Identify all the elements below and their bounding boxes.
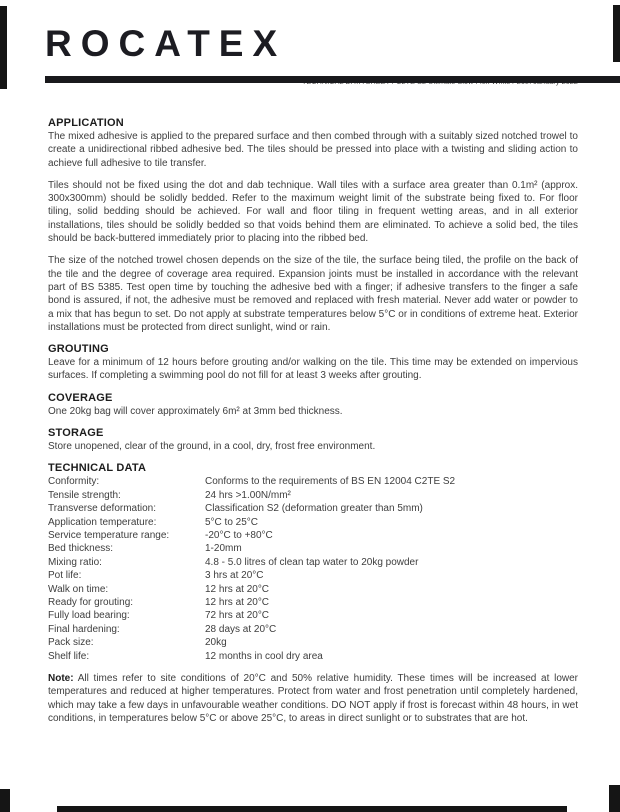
application-paragraph-1: The mixed adhesive is applied to the prepared surface and then combed through with a suitably sized notched trowel to create a unidirectional ribbed adhesive bed. The tiles should be pressed into place with a twisting and sliding action to achieve full adhesive to tile transfer. xyxy=(48,131,578,169)
tech-data-value: 3 hrs at 20°C xyxy=(205,570,264,582)
tech-data-label: Walk on time: xyxy=(48,583,109,595)
scan-artifact-bottom-strip xyxy=(57,806,567,812)
tech-data-value: 28 days at 20°C xyxy=(205,623,277,635)
note-text: All times refer to site conditions of 20°C and 50% relative humidity. These times will be increased at lower temperatures and reduced at higher temperatures. Protect from water and frost penetration until completely hardened, which may take a few days in unfavourable weather conditions. DO NOT apply if frost is forecast within 48 hours, in wet conditions, in temperatures below 5°C or above 25°C, to areas in direct sunlight or to substrates that are hot. xyxy=(48,673,578,724)
technical-data-table xyxy=(48,475,578,663)
section-application-heading: APPLICATION xyxy=(48,117,124,129)
tech-data-row xyxy=(48,516,578,529)
tech-data-value: 20kg xyxy=(205,637,227,649)
tech-data-label: Mixing ratio: xyxy=(48,556,102,568)
tech-data-value: 1-20mm xyxy=(205,543,242,555)
coverage-paragraph: One 20kg bag will cover approximately 6m² at 3mm bed thickness. xyxy=(48,405,343,417)
tech-data-row xyxy=(48,596,578,609)
tech-data-value: 72 hrs at 20°C xyxy=(205,610,270,622)
tech-data-label: Fully load bearing: xyxy=(48,610,130,622)
scan-artifact-bottom-left-corner xyxy=(0,789,10,812)
tech-data-row xyxy=(48,636,578,649)
tech-data-value: 12 hrs at 20°C xyxy=(205,597,270,608)
grouting-paragraph: Leave for a minimum of 12 hours before grouting and/or walking on the tile. This time may be extended on impervious surfaces. If completing a swimming pool do not fill for at least 3 weeks after grouting. xyxy=(48,357,578,382)
tech-data-value: 5°C to 25°C xyxy=(205,516,259,528)
brand-logo: ROCATEX xyxy=(45,23,287,64)
scan-artifact-left-edge xyxy=(0,6,7,89)
note-label: Note: xyxy=(48,673,74,685)
tech-data-row xyxy=(48,475,578,488)
tech-data-label: Shelf life: xyxy=(48,650,90,662)
header xyxy=(45,24,620,84)
tech-data-row xyxy=(48,609,578,622)
tech-data-label: Transverse deformation: xyxy=(48,503,157,515)
section-technical-data-heading: TECHNICAL DATA xyxy=(48,462,147,475)
tech-data-row xyxy=(48,623,578,636)
tech-data-value: Conforms to the requirements of BS EN 12004 C2TE S2 xyxy=(205,476,456,488)
tech-data-label: Application temperature: xyxy=(48,516,157,528)
tech-data-label: Pack size: xyxy=(48,637,94,649)
tech-data-row xyxy=(48,502,578,515)
tech-data-value: 12 months in cool dry area xyxy=(205,650,323,662)
tech-data-row xyxy=(48,569,578,582)
document-content xyxy=(48,117,578,725)
tech-data-label: Final hardening: xyxy=(48,623,120,635)
tech-data-value: 12 hrs at 20°C xyxy=(205,583,270,595)
tech-data-label: Bed thickness: xyxy=(48,543,114,555)
tech-data-row xyxy=(48,542,578,555)
tech-data-label: Tensile strength: xyxy=(48,489,121,501)
tech-data-value: -20°C to +80°C xyxy=(205,529,273,541)
tech-data-label: Pot life: xyxy=(48,570,82,582)
section-grouting-heading: GROUTING xyxy=(48,343,109,356)
tech-data-row xyxy=(48,529,578,542)
tech-data-value: 4.8 - 5.0 litres of clean tap water to 20kg powder xyxy=(205,556,419,568)
storage-paragraph: Store unopened, clear of the ground, in a cool, dry, frost free environment. xyxy=(48,441,376,453)
note-paragraph xyxy=(48,672,578,725)
tech-data-row xyxy=(48,489,578,502)
tech-data-value: 24 hrs >1.00N/mm² xyxy=(205,489,291,501)
tech-data-row xyxy=(48,556,578,569)
scan-artifact-bottom-right-corner xyxy=(609,785,620,812)
tech-data-label: Ready for grouting: xyxy=(48,597,134,608)
section-storage-heading: STORAGE xyxy=(48,427,104,440)
section-coverage-heading: COVERAGE xyxy=(48,391,113,404)
tech-data-row xyxy=(48,583,578,596)
tech-data-label: Conformity: xyxy=(48,476,100,488)
header-rule xyxy=(45,76,620,83)
tech-data-label: Service temperature range: xyxy=(48,529,170,541)
tech-data-value: Classification S2 (deformation greater than 5mm) xyxy=(205,503,423,515)
application-paragraph-2: Tiles should not be fixed using the dot and dab technique. Wall tiles with a surface area greater than 0.1m² (approx. 300x300mm) should be solidly bedded. Refer to the maximum weight limit of the substrate being fixed to. For floor tiling, solid bedding should be achieved. For wall and floor tiling in frequent wetting areas, and in all exterior installations, tiles should be solidly bedded so that voids behind them are eliminated. To achieve a solid bed, the tiles should be back-buttered immediately prior to placing into the ribbed bed. xyxy=(48,179,578,245)
application-paragraph-3: The size of the notched trowel chosen depends on the size of the tile, the surface being tiled, the profile on the back of the tile and the degree of coverage area required. Expansion joints must be installed in accordance with the relevant part of BS 5385. Test open time by touching the adhesive bed with a finger; if adhesive transfers to the finger a safe bond is assured, if not, the adhesive must be removed and replaced with fresh material. Never add water or powder to a mix that has begun to set. Do not apply at substrate temperatures below 5°C or in conditions of extreme heat. Exterior installations must be protected from direct sunlight, wind or rain. xyxy=(48,255,578,333)
tech-data-row xyxy=(48,650,578,663)
